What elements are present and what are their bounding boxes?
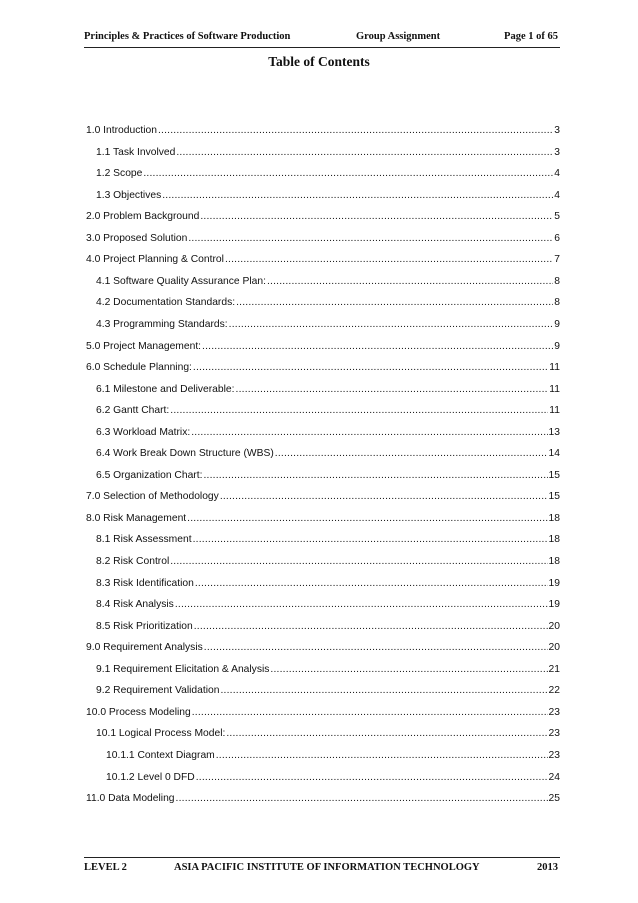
toc-entry-label: 2.0 Problem Background	[86, 211, 200, 223]
toc-entry-label: 6.5 Organization Chart:	[96, 469, 203, 481]
toc-entry-label: 8.4 Risk Analysis	[96, 599, 174, 611]
toc-entry-page-number: 11	[549, 405, 560, 417]
toc-entry-page-number: 22	[548, 685, 560, 697]
toc-entry[interactable]	[96, 445, 560, 461]
toc-entry-page-number: 23	[548, 749, 560, 761]
page-footer	[84, 857, 560, 878]
toc-entry-page-number: 20	[548, 642, 560, 654]
toc-leader-dots	[229, 318, 554, 332]
toc-leader-dots	[175, 598, 548, 612]
toc-entry-page-number: 23	[548, 728, 560, 740]
toc-leader-dots	[196, 771, 548, 785]
toc-entry-page-number: 15	[548, 469, 560, 481]
toc-entry[interactable]	[96, 273, 560, 289]
toc-leader-dots	[225, 253, 553, 267]
toc-entry-label: 11.0 Data Modeling	[86, 793, 175, 805]
toc-entry[interactable]	[96, 596, 560, 612]
toc-entry[interactable]	[106, 769, 560, 785]
toc-entry-label: 9.0 Requirement Analysis	[86, 642, 203, 654]
toc-entry-label: 1.1 Task Involved	[96, 146, 176, 158]
toc-entry-page-number: 11	[549, 362, 560, 374]
toc-entry-page-number: 3	[554, 146, 560, 158]
toc-entry[interactable]	[96, 381, 560, 397]
page-title: Table of Contents	[268, 54, 370, 69]
header-page-number: Page 1 of 65	[504, 31, 558, 42]
toc-entry-page-number: 9	[554, 340, 560, 352]
toc-entry[interactable]	[86, 122, 560, 138]
toc-leader-dots	[216, 749, 548, 763]
toc-entry[interactable]	[86, 639, 560, 655]
toc-entry-label: 4.2 Documentation Standards:	[96, 297, 236, 309]
toc-entry[interactable]	[96, 661, 560, 677]
toc-entry-label: 1.3 Objectives	[96, 189, 162, 201]
toc-leader-dots	[194, 620, 548, 634]
toc-leader-dots	[202, 340, 553, 354]
toc-leader-dots	[162, 189, 553, 203]
toc-leader-dots	[236, 296, 553, 310]
toc-entry[interactable]	[86, 208, 560, 224]
toc-entry[interactable]	[106, 747, 560, 763]
toc-entry[interactable]	[96, 402, 560, 418]
toc-entry-page-number: 18	[548, 512, 560, 524]
toc-entry[interactable]	[86, 488, 560, 504]
toc-leader-dots	[191, 426, 547, 440]
toc-leader-dots	[220, 490, 548, 504]
toc-entry-label: 6.1 Milestone and Deliverable:	[96, 383, 235, 395]
toc-entry[interactable]	[86, 230, 560, 246]
toc-entry-label: 9.2 Requirement Validation	[96, 685, 220, 697]
toc-leader-dots	[192, 706, 548, 720]
toc-entry-label: 10.1.2 Level 0 DFD	[106, 771, 195, 783]
toc-entry[interactable]	[96, 553, 560, 569]
toc-entry-label: 1.0 Introduction	[86, 125, 157, 136]
toc-entry-label: 6.4 Work Break Down Structure (WBS)	[96, 448, 274, 460]
toc-leader-dots	[143, 167, 553, 181]
toc-entry[interactable]	[86, 790, 560, 806]
toc-leader-dots	[275, 447, 548, 461]
toc-entry-label: 10.1.1 Context Diagram	[106, 749, 215, 761]
toc-entry[interactable]	[96, 187, 560, 203]
toc-leader-dots	[188, 232, 553, 246]
toc-entry-page-number: 21	[548, 663, 560, 675]
toc-leader-dots	[193, 361, 548, 375]
toc-entry-page-number: 20	[548, 620, 560, 632]
toc-leader-dots	[176, 792, 548, 806]
toc-entry-label: 4.3 Programming Standards:	[96, 318, 228, 330]
toc-entry-label: 7.0 Selection of Methodology	[86, 491, 219, 503]
toc-entry-page-number: 11	[549, 383, 560, 395]
toc-entry-page-number: 25	[548, 793, 560, 805]
toc-entry-label: 4.0 Project Planning & Control	[86, 254, 224, 266]
toc-entry-label: 9.1 Requirement Elicitation & Analysis	[96, 663, 270, 675]
toc-entry[interactable]	[96, 165, 560, 181]
toc-entry[interactable]	[86, 359, 560, 375]
toc-entry-page-number: 13	[548, 426, 560, 438]
toc-entry-page-number: 5	[554, 211, 560, 223]
toc-entry[interactable]	[96, 531, 560, 547]
toc-entry-page-number: 23	[548, 706, 560, 718]
toc-leader-dots	[270, 663, 547, 677]
toc-entry-page-number: 24	[548, 771, 560, 783]
toc-entry[interactable]	[86, 704, 560, 720]
toc-leader-dots	[158, 124, 553, 138]
toc-leader-dots	[226, 727, 547, 741]
footer-year: 2013	[537, 862, 558, 873]
toc-leader-dots	[200, 210, 553, 224]
toc-entry-page-number: 15	[548, 491, 560, 503]
toc-leader-dots	[204, 641, 548, 655]
toc-leader-dots	[195, 577, 548, 591]
toc-entry-label: 10.1 Logical Process Model:	[96, 728, 226, 740]
toc-entry-page-number: 3	[554, 125, 560, 136]
toc-entry-page-number: 6	[554, 232, 560, 244]
toc-leader-dots	[170, 404, 548, 418]
toc-leader-dots	[220, 684, 547, 698]
toc-entry-label: 6.2 Gantt Chart:	[96, 405, 170, 417]
page-header	[84, 31, 560, 48]
toc-entry[interactable]	[96, 424, 560, 440]
toc-entry-label: 1.2 Scope	[96, 168, 143, 180]
toc-leader-dots	[170, 555, 547, 569]
toc-entry-label: 6.3 Workload Matrix:	[96, 426, 191, 438]
toc-entry[interactable]	[86, 510, 560, 526]
toc-entry-label: 8.0 Risk Management	[86, 512, 187, 524]
toc-leader-dots	[193, 533, 548, 547]
header-course-title: Principles & Practices of Software Production	[84, 31, 291, 42]
toc-leader-dots	[187, 512, 547, 526]
toc-entry[interactable]	[96, 316, 560, 332]
toc-entry-label: 8.3 Risk Identification	[96, 577, 194, 589]
toc-entry-label: 4.1 Software Quality Assurance Plan:	[96, 275, 266, 287]
toc-entry[interactable]	[96, 725, 560, 741]
footer-institution: ASIA PACIFIC INSTITUTE OF INFORMATION TECHNOLOGY	[174, 862, 480, 873]
toc-entry-page-number: 7	[554, 254, 560, 266]
toc-entry-label: 5.0 Project Management:	[86, 340, 202, 352]
toc-entry-page-number: 9	[554, 318, 560, 330]
toc-entry-page-number: 14	[548, 448, 560, 460]
toc-entry-page-number: 19	[548, 599, 560, 611]
toc-entry[interactable]	[96, 294, 560, 310]
toc-entry[interactable]	[86, 338, 560, 354]
toc-entry[interactable]	[96, 618, 560, 634]
toc-entry-label: 6.0 Schedule Planning:	[86, 362, 192, 374]
toc-entry-page-number: 4	[554, 168, 560, 180]
toc-entry-label: 8.2 Risk Control	[96, 556, 170, 567]
toc-entry-page-number: 18	[548, 534, 560, 546]
toc-entry[interactable]	[96, 575, 560, 591]
toc-leader-dots	[236, 383, 549, 397]
toc-entry-page-number: 4	[554, 189, 560, 201]
toc-leader-dots	[176, 146, 553, 160]
toc-entry[interactable]	[96, 682, 560, 698]
toc-entry-label: 3.0 Proposed Solution	[86, 232, 188, 244]
toc-entry-page-number: 8	[554, 275, 560, 287]
toc-entry-label: 10.0 Process Modeling	[86, 706, 191, 718]
toc-entry-page-number: 8	[554, 297, 560, 309]
toc-leader-dots	[267, 275, 553, 289]
toc-entry-page-number: 18	[548, 556, 560, 567]
header-assignment-type: Group Assignment	[356, 31, 441, 42]
toc-entry[interactable]	[86, 251, 560, 267]
toc-entry-label: 8.5 Risk Prioritization	[96, 620, 193, 632]
footer-level: LEVEL 2	[84, 862, 127, 873]
toc-entry[interactable]	[96, 144, 560, 160]
toc-entry-page-number: 19	[548, 577, 560, 589]
toc-entry[interactable]	[96, 467, 560, 483]
toc-entry-label: 8.1 Risk Assessment	[96, 534, 192, 546]
toc-leader-dots	[203, 469, 547, 483]
